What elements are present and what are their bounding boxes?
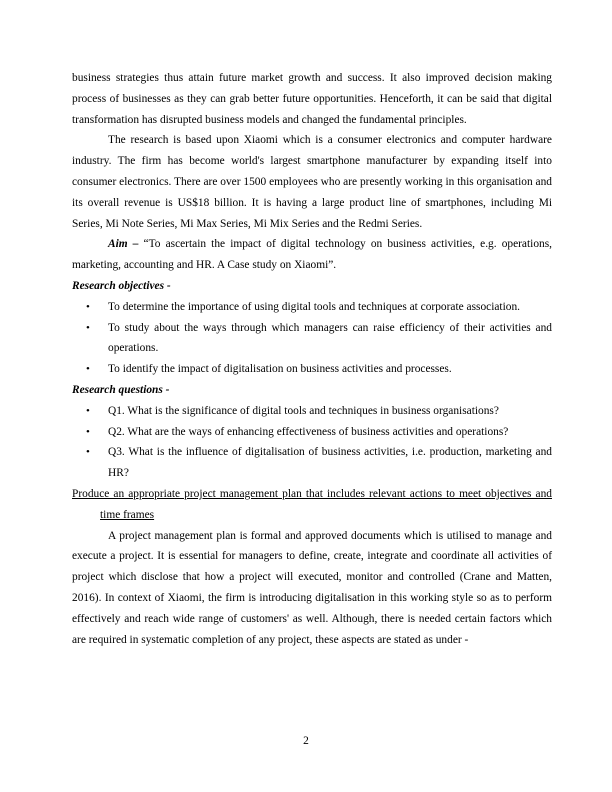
aim-label: Aim – — [108, 238, 139, 251]
question-text: Q3. What is the influence of digitalisation of business activities, i.e. production, marketing and HR? — [108, 446, 552, 480]
section-heading-project-plan: Produce an appropriate project management plan that includes relevant actions to meet objectives and time frames — [72, 487, 552, 521]
page-content — [72, 68, 552, 650]
list-item — [72, 422, 552, 443]
bullet-icon: • — [86, 404, 90, 417]
objective-text: To identify the impact of digitalisation on business activities and processes. — [108, 363, 452, 376]
bullet-icon: • — [86, 425, 90, 438]
bullet-icon: • — [86, 446, 90, 459]
research-questions-heading: Research questions - — [72, 383, 170, 396]
body-paragraph-3: A project management plan is formal and approved documents which is utilised to manage and execute a project. It is essential for managers to define, create, integrate and coordinate all activities of project which disclose that how a project will executed, monitor and controlled (Crane and Matten, 2016). In context of Xiaomi, the firm is introducing digitalisation in this working style so as to perform effectively and reach wide range of customers' as well. Although, there is needed certain factors which are required in systematic completion of any project, these aspects are stated as under - — [72, 529, 552, 646]
research-objectives-heading: Research objectives - — [72, 279, 171, 292]
bullet-icon: • — [86, 300, 90, 313]
list-item — [72, 442, 552, 484]
list-item — [72, 401, 552, 422]
objective-text: To study about the ways through which managers can raise efficiency of their activities and operations. — [108, 321, 552, 355]
question-text: Q1. What is the significance of digital tools and techniques in business organisations? — [108, 404, 499, 417]
body-paragraph-1: business strategies thus attain future market growth and success. It also improved decision making process of businesses as they can grab better future opportunities. Henceforth, it can be said that digital transformation has disrupted business models and changed the fundamental principles. — [72, 72, 552, 126]
list-item — [72, 318, 552, 360]
page-number: 2 — [303, 735, 309, 747]
objective-text: To determine the importance of using digital tools and techniques at corporate association. — [108, 300, 520, 313]
body-paragraph-2: The research is based upon Xiaomi which is a consumer electronics and computer hardware industry. The firm has become world's largest smartphone manufacturer by expanding itself into consumer electronics. There are over 1500 employees who are presently working in this organisation and its overall revenue is US$18 billion. It is having a large product line of smartphones, including Mi Series, Mi Note Series, Mi Max Series, Mi Mix Series and the Redmi Series. — [72, 134, 552, 230]
aim-statement — [72, 234, 552, 276]
bullet-icon: • — [86, 363, 90, 376]
research-questions-list — [72, 401, 552, 484]
question-text: Q2. What are the ways of enhancing effectiveness of business activities and operations? — [108, 425, 509, 438]
research-objectives-list — [72, 297, 552, 380]
list-item — [72, 297, 552, 318]
bullet-icon: • — [86, 321, 90, 334]
list-item — [72, 359, 552, 380]
aim-text: “To ascertain the impact of digital technology on business activities, e.g. operations, marketing, accounting and HR. A Case study on Xiaomi”. — [72, 238, 552, 272]
